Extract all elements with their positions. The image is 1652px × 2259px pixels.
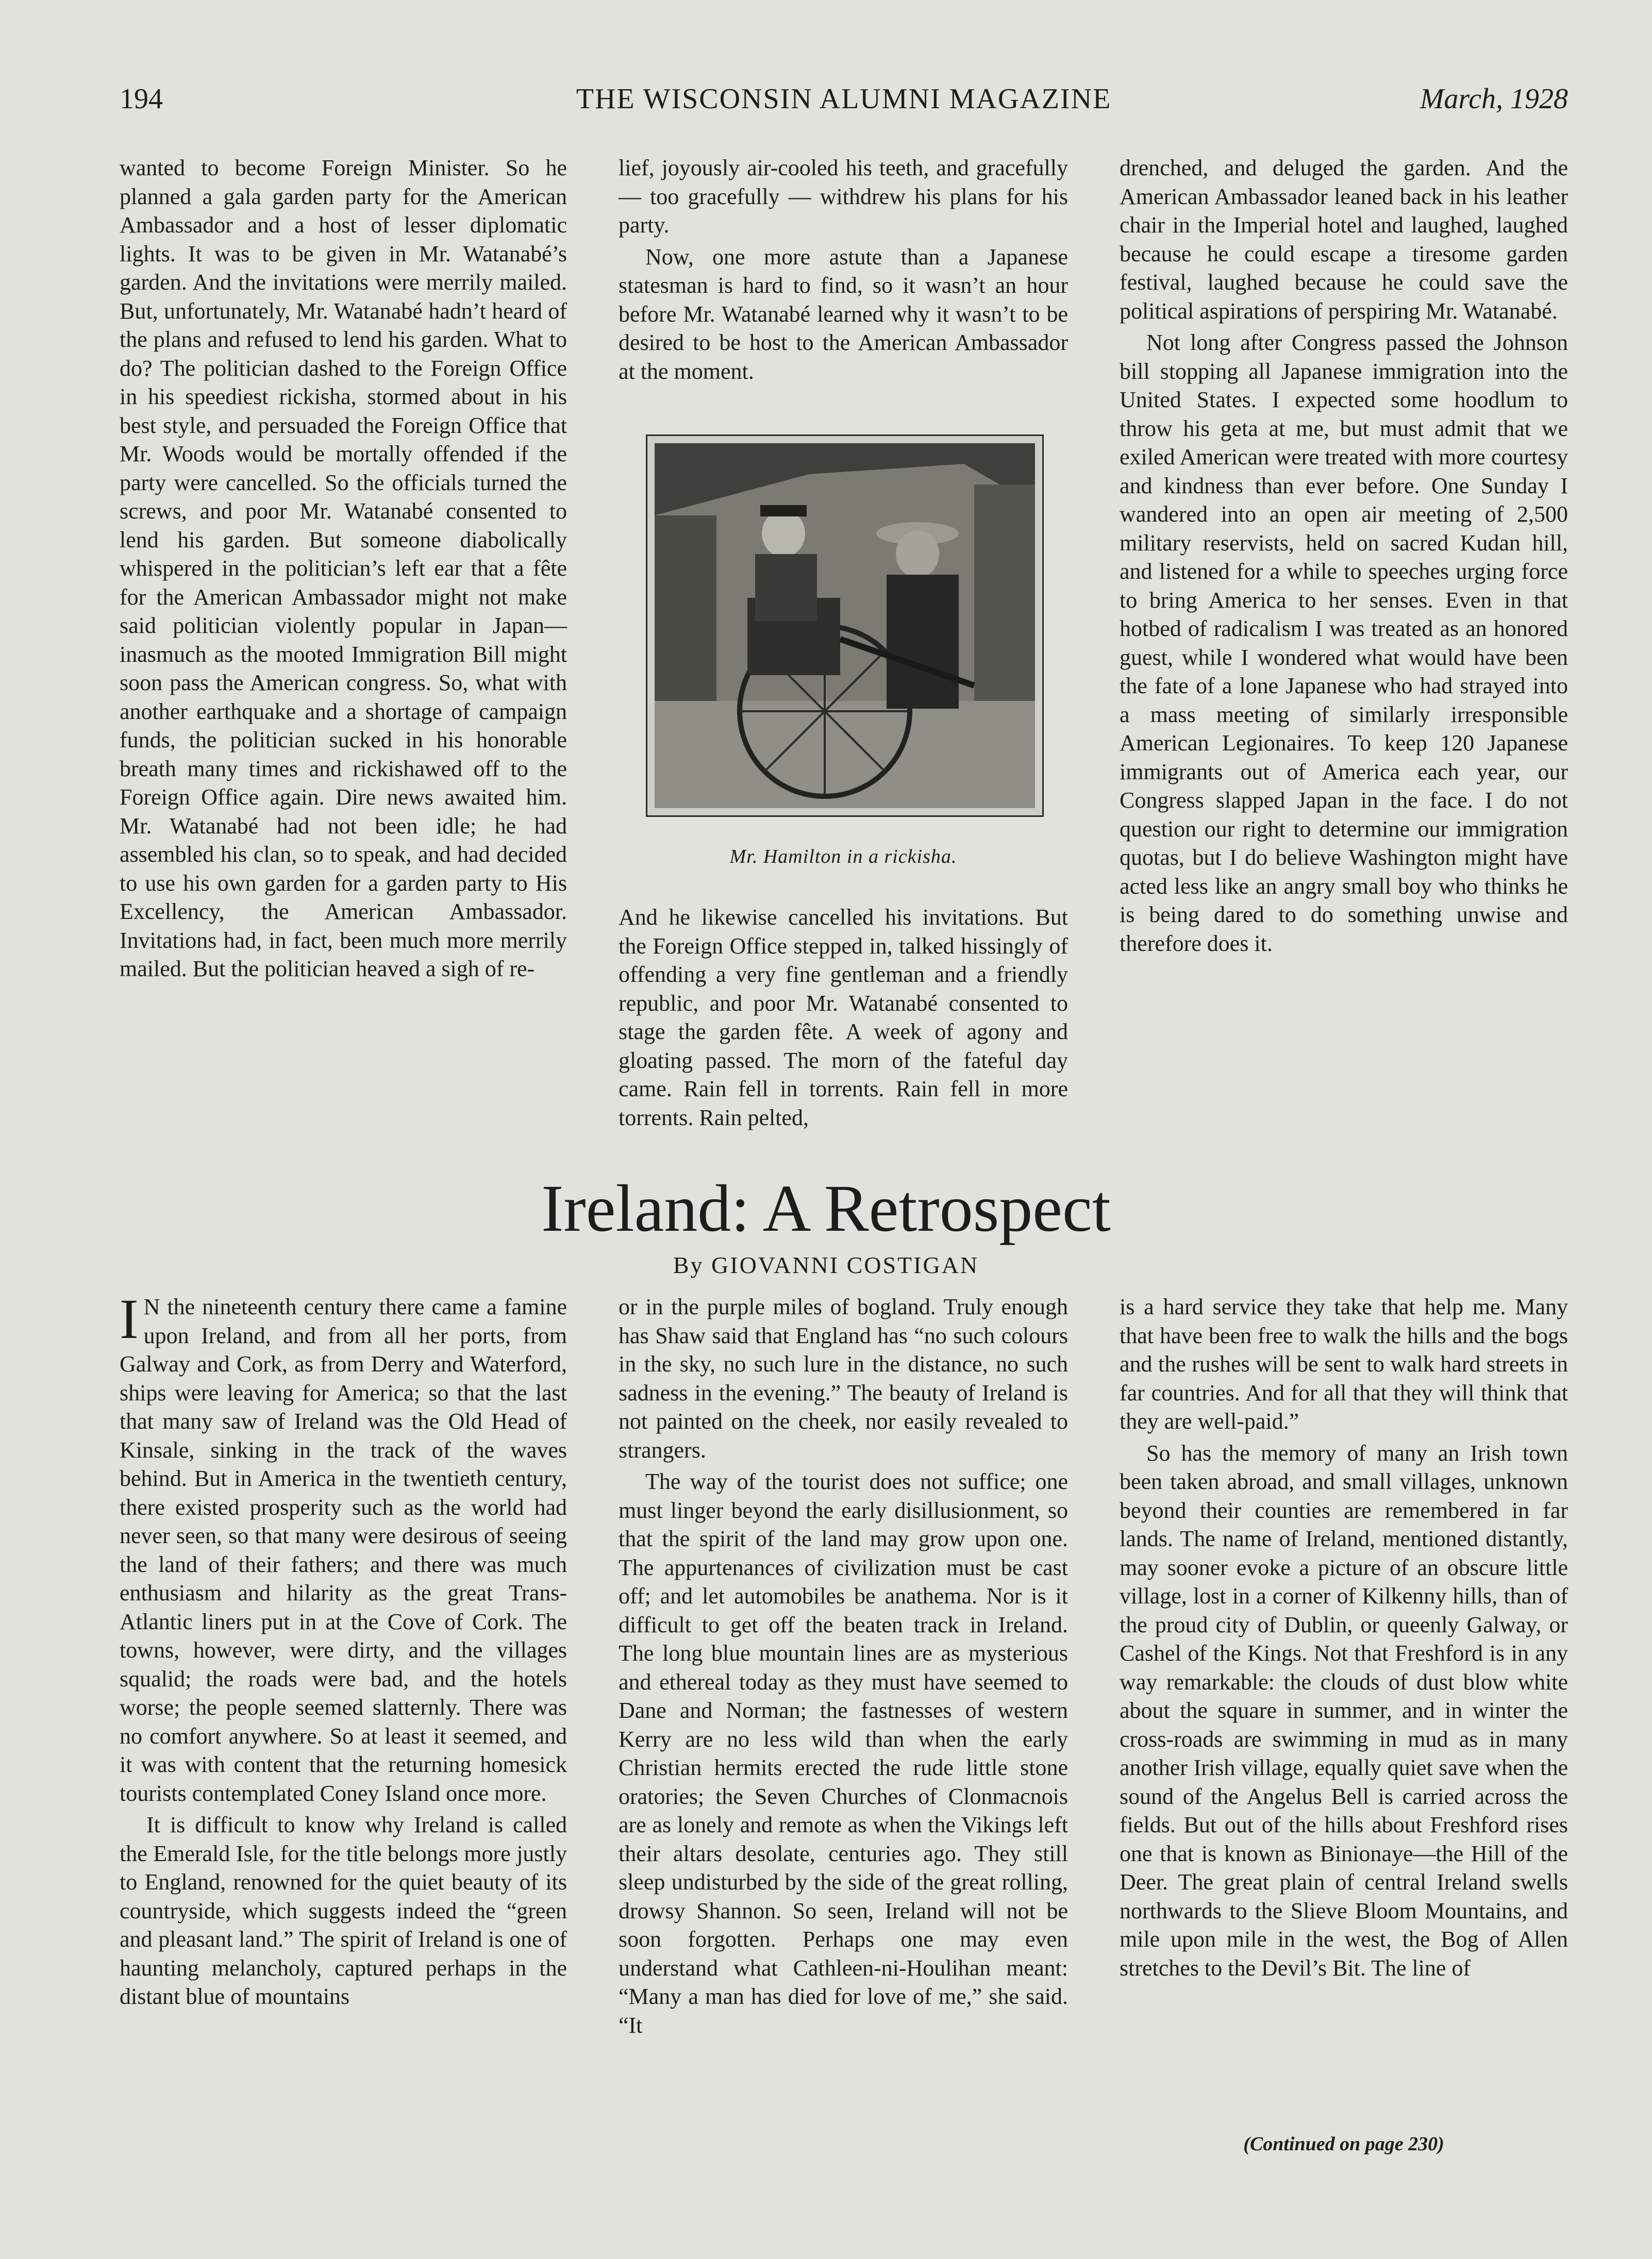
- paragraph: And he likewise cancelled his invitations. But the Foreign Office stepped in, talked hissingly of offending a very fine gentleman and a friendly republic, and poor Mr. Watanabé consented to stage the garden fête. A week of agony and gloating passed. The morn of the fateful day came. Rain fell in torrents. Rain fell in more torrents. Rain pelted,: [619, 905, 1068, 1130]
- issue-date: March, 1928: [1420, 83, 1568, 115]
- article-byline: By GIOVANNI COSTIGAN: [673, 1252, 979, 1278]
- paragraph: Not long after Congress passed the Johnson bill stopping all Japanese immigration into the United States. I expected some hoodlum to throw his geta at me, but must admit that we exiled American were treated with more courtesy and kindness than ever before. One Sunday I wandered into an open air meeting of 2,500 military reservists, held on sacred Kudan hill, and listened for a while to speeches urging force to bring America to her senses. Even in that hotbed of radicalism I was treated as an honored guest, while I wondered what would have been the fate of a lone Japanese who had strayed into a mass meeting of similarly irresponsible American Legionaires. To keep 120 Japanese immigrants out of America each year, our Congress slapped Japan in the face. I do not question our right to determine our immigration quotas, but I do believe Washington might have acted less like an angry small boy who thinks he is being dared to do something unwise and therefore does it.: [1120, 330, 1568, 956]
- photo-image: [655, 443, 1035, 808]
- prev-article-column-3: [1120, 154, 1568, 958]
- paragraph: wanted to become Foreign Minister. So he planned a gala garden party for the American Ambassador and a host of lesser diplomatic lights. It was to be given in Mr. Watanabé’s garden. And the invitations were merrily mailed. But, unfortunately, Mr. Watanabé hadn’t heard of the plans and refused to lend his garden. What to do? The politician dashed to the Foreign Office in his speediest rickisha, stormed about in his best style, and persuaded the Foreign Office that Mr. Woods would be mortally offended if the party were cancelled. So the officials turned the screws, and poor Mr. Watanabé consented to lend his garden. But someone diabolically whispered in the politician’s left ear that a fête for the American Ambassador might not make said politician violently popular in Japan—inasmuch as the mooted Immigration Bill might soon pass the American congress. So, what with another earthquake and a shortage of campaign funds, the politician sucked in his honorable breath many times and rickishawed off to the Foreign Office again. Dire news awaited him. Mr. Watanabé had not been idle; he had assembled his clan, so to speak, and had decided to use his own garden for a garden party to His Excellency, the American Ambassador. Invitations had, in fact, been much more merrily mailed. But the politician heaved a sigh of re-: [120, 155, 567, 981]
- paragraph: is a hard service they take that help me. Many that have been free to walk the hills and the bogs and the rushes will be sent to walk hard streets in far countries. And for all that they will think that they are well-paid.”: [1120, 1294, 1568, 1434]
- continued-note: (Continued on page 230): [1243, 2133, 1444, 2155]
- rickisha-photo: [646, 434, 1044, 817]
- paragraph: So has the memory of many an Irish town been taken abroad, and small villages, unknown beyond their counties are remembered in far lands. The name of Ireland, mentioned distantly, may sooner evoke a picture of an obscure little village, lost in a corner of Kilkenny hills, than of the proud city of Dublin, or queenly Galway, or Cashel of the Kings. Not that Freshford is in any way remarkable: the clouds of dust blow white about the square in summer, and in winter the cross-roads are swimming in mud as in many another Irish village, equally quiet save when the sound of the Angelus Bell is carried across the fields. But out of the hills about Freshford rises one that is known as Binionaye—the Hill of the Deer. The great plain of central Ireland swells northwards to the Slieve Bloom Mountains, and mile upon mile in the west, the Bog of Allen stretches to the Devil’s Bit. The line of: [1120, 1440, 1568, 1981]
- prev-article-column-1: [120, 154, 567, 983]
- paragraph-text: N the nineteenth century there came a famine upon Ireland, and from all her ports, from Galway and Cork, as from Derry and Waterford, ships were leaving for America; so that the last that many saw of Ireland was the Old Head of Kinsale, sinking in the track of the waves behind. But in America in the twentieth century, there existed prosperity such as the world had never seen, so that many were desirous of seeing the land of their fathers; and there was much enthusiasm and hilarity as the great Trans-Atlantic liners put in at the Cove of Cork. The towns, however, were dirty, and the villages squalid; the roads were bad, and the hotels worse; the people seemed slatternly. There was no comfort anywhere. So at least it seemed, and it was with content that the returning homesick tourists contemplated Coney Island once more.: [120, 1294, 567, 1806]
- article-column-2: [619, 1293, 1068, 2039]
- article-column-3: [1120, 1293, 1568, 1982]
- drop-cap: I: [120, 1287, 139, 1350]
- article-title: Ireland: A Retrospect: [541, 1172, 1111, 1246]
- paragraph: [120, 1287, 567, 1808]
- page-number: 194: [120, 83, 163, 115]
- paragraph: Now, one more astute than a Japanese statesman is hard to find, so it wasn’t an hour before Mr. Watanabé learned why it wasn’t to be desired to be host to the American Ambassador at the moment.: [619, 244, 1068, 384]
- photo-caption: Mr. Hamilton in a rickisha.: [729, 846, 957, 867]
- paragraph: It is difficult to know why Ireland is called the Emerald Isle, for the title belongs more justly to England, renowned for the quiet beauty of its countryside, which suggests indeed the “green and pleasant land.” The spirit of Ireland is one of haunting melancholy, captured perhaps in the distant blue of mountains: [120, 1812, 567, 2009]
- page-header: [120, 82, 1568, 124]
- paragraph: or in the purple miles of bogland. Truly enough has Shaw said that England has “no such colours in the sky, no such lure in the distance, no such sadness in the evening.” The beauty of Ireland is not painted on the cheek, nor easily revealed to strangers.: [619, 1294, 1068, 1463]
- magazine-title: THE WISCONSIN ALUMNI MAGAZINE: [576, 83, 1112, 115]
- article-column-1: [120, 1287, 567, 2011]
- prev-article-column-2-bottom: [619, 903, 1068, 1132]
- paragraph: lief, joyously air-cooled his teeth, and gracefully — too gracefully — withdrew his plans for his party.: [619, 155, 1068, 238]
- paragraph: drenched, and deluged the garden. And the American Ambassador leaned back in his leather chair in the Imperial hotel and laughed, laughed because he could escape a tiresome garden festival, laughed because he could save the political aspirations of perspiring Mr. Watanabé.: [1120, 155, 1568, 324]
- rickisha-illustration: [655, 443, 1035, 808]
- paragraph: The way of the tourist does not suffice; one must linger beyond the early disillusionment, so that the spirit of the land may grow upon one. The appurtenances of civilization must be cast off; and let automobiles be anathema. Nor is it difficult to get off the beaten track in Ireland. The long blue mountain lines are as mysterious and ethereal today as they must have seemed to Dane and Norman; the fastnesses of western Kerry are no less wild than when the early Christian hermits erected the rude little stone oratories; the Seven Churches of Clonmacnois are as lonely and remote as when the Vikings left their altars desolate, centuries ago. They still sleep undisturbed by the side of the great rolling, drowsy Shannon. So seen, Ireland will not be soon forgotten. Perhaps one may even understand what Cathleen-ni-Houlihan meant: “Many a man has died for love of me,” she said. “It: [619, 1469, 1068, 2038]
- prev-article-column-2-top: [619, 154, 1068, 386]
